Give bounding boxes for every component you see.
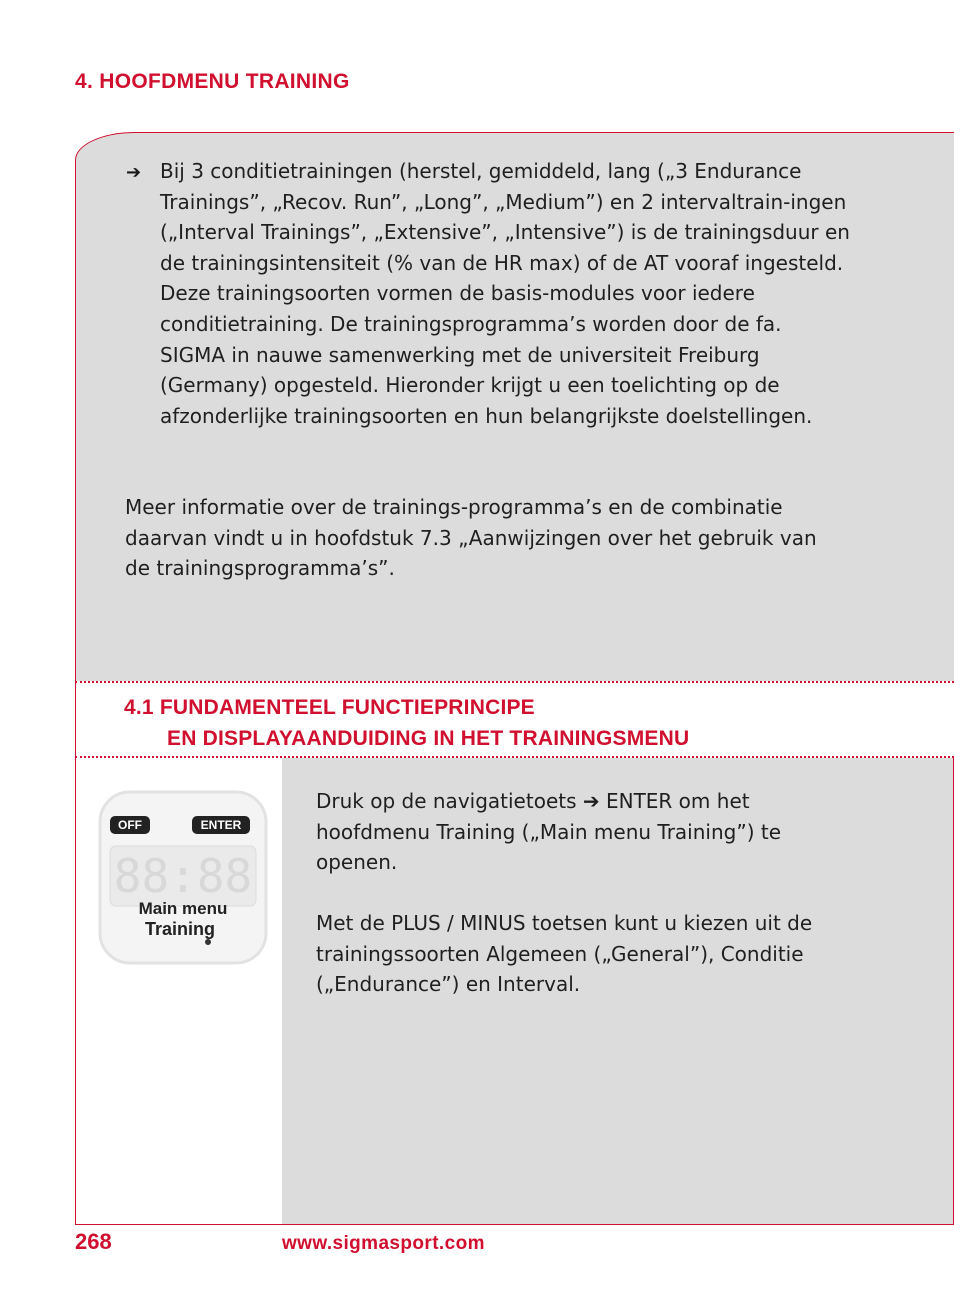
device-off-label: OFF [118, 818, 142, 832]
section-title-line2: EN DISPLAYAANDUIDING IN HET TRAININGSMENU [167, 727, 690, 750]
device-enter-label: ENTER [200, 818, 242, 832]
arrow-right-icon: ➔ [126, 162, 142, 183]
instruction-step2: Met de PLUS / MINUS toetsen kunt u kiezen uit de trainingssoorten Algemeen („General”), Conditie („Endurance”) en Interval. [316, 911, 813, 997]
page-number: 268 [75, 1229, 112, 1254]
device-line1: Main menu [138, 899, 228, 918]
instruction-step1: Druk op de navigatietoets ➔ ENTER om het hoofdmenu Training („Main menu Training”) te openen. [316, 789, 781, 875]
device-display-image [98, 790, 268, 965]
intro-bullet-text: Bij 3 conditietrainingen (herstel, gemiddeld, lang („3 Endurance Trainings”, „Recov. Run”, „Long”, „Medium”) en 2 intervaltrain-ingen („Interval Trainings”, „Extensive”, „Intensive”) is de trainingsduur en de trainingsintensiteit (% van de HR max) of de AT vooraf ingesteld. Deze trainingsoorten vormen de basis-modules voor iedere conditietraining. De trainingsprogramma’s worden door de fa. SIGMA in nauwe samenwerking met de universiteit Freiburg (Germany) opgesteld. Hieronder krijgt u een toelichting op de afzonderlijke trainingsoorten en hun belangrijkste doelstellingen. [160, 159, 850, 428]
device-line2: Training [144, 919, 216, 939]
website-link[interactable]: www.sigmasport.com [282, 1233, 485, 1254]
section-title-line1: 4.1 FUNDAMENTEEL FUNCTIEPRINCIPE [124, 696, 535, 719]
device-digits: 88:88 [113, 849, 253, 903]
more-info-text: Meer informatie over de trainings-programma’s en de combinatie daarvan vindt u in hoofdstuk 7.3 „Aanwijzingen over het gebruik van de trainingsprogramma’s”. [125, 495, 817, 581]
section-title [124, 692, 689, 754]
chapter-title: 4. HOOFDMENU TRAINING [75, 70, 350, 93]
